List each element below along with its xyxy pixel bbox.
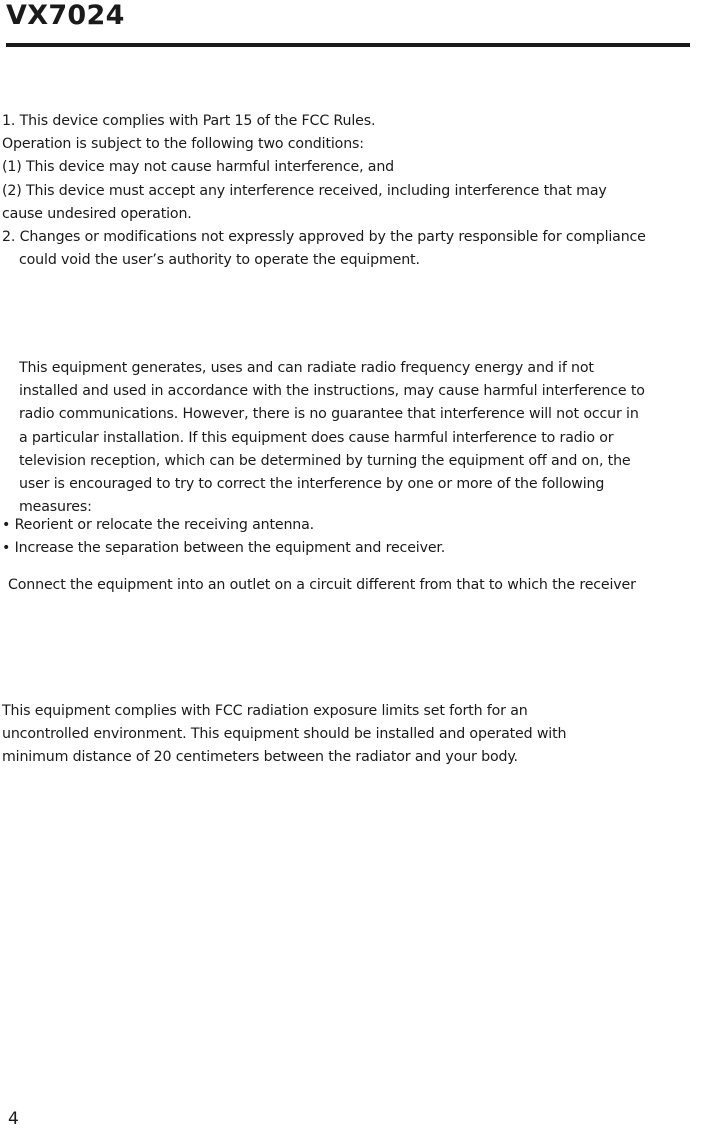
measure-bullet: • Increase the separation between the equipment and receiver. [2,540,446,557]
interference-line: television reception, which can be determined by turning the equipment off and on, the [19,452,631,469]
fcc-compliance-statement [2,110,646,272]
measure-partial-line: Connect the equipment into an outlet on a circuit different from that to which the receiver [8,577,636,593]
rf-exposure-paragraph [2,700,566,770]
fcc-condition-2-line-1: (2) This device must accept any interference received, including interference that may [2,182,607,199]
exposure-line: minimum distance of 20 centimeters between the radiator and your body. [2,749,518,766]
fcc-condition-2-line-2: cause undesired operation. [2,205,192,222]
measures-list [2,514,445,560]
exposure-line: This equipment complies with FCC radiation exposure limits set forth for an [2,703,528,719]
interference-paragraph [19,357,645,519]
interference-line: This equipment generates, uses and can radiate radio frequency energy and if not [19,360,594,376]
measure-bullet: • Reorient or relocate the receiving antenna. [2,517,315,533]
fcc-condition-1: (1) This device may not cause harmful interference, and [2,159,395,176]
interference-line: a particular installation. If this equipment does cause harmful interference to radio or [19,429,614,446]
interference-line: radio communications. However, there is no guarantee that interference will not occur in [19,406,639,423]
interference-line: user is encouraged to try to correct the interference by one or more of the following [19,476,605,493]
fcc-operation-conditions: Operation is subject to the following two conditions: [2,136,364,153]
exposure-line: uncontrolled environment. This equipment should be installed and operated with [2,726,567,743]
model-title: VX7024 [6,0,125,31]
fcc-item-2-line-1: 2. Changes or modifications not expressly approved by the party responsible for compliance [2,229,646,246]
interference-line: installed and used in accordance with the instructions, may cause harmful interference to [19,383,645,400]
interference-line: measures: [19,499,92,516]
fcc-item-1: 1. This device complies with Part 15 of the FCC Rules. [2,113,376,129]
page-number: 4 [8,1109,19,1129]
fcc-item-2-line-2: could void the user’s authority to operate the equipment. [19,252,420,269]
header-rule [6,43,690,47]
